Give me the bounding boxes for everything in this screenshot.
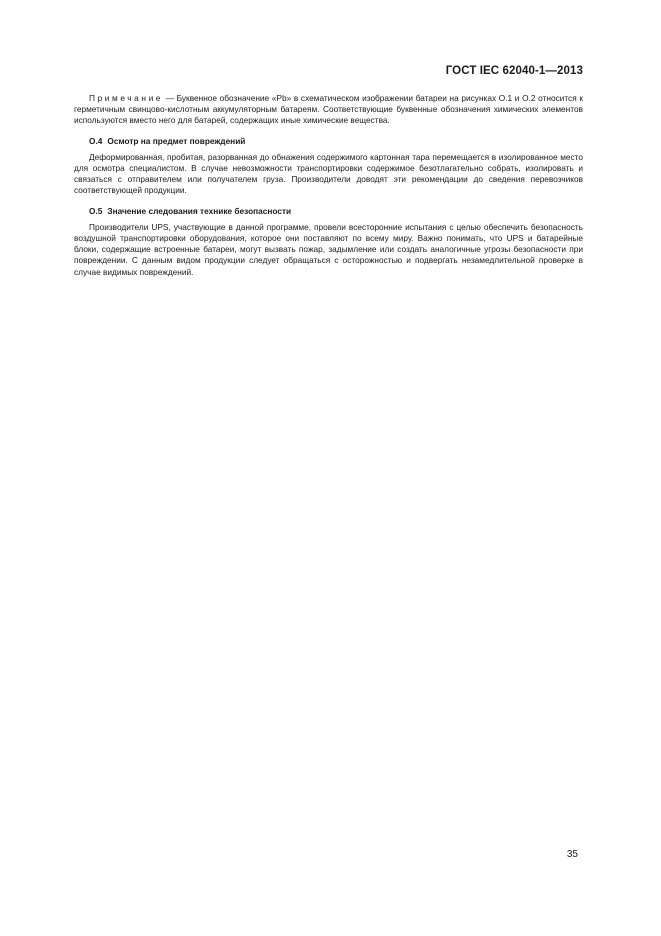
section-number: О.4: [89, 135, 103, 146]
section-title: Осмотр на предмет повреждений: [107, 135, 246, 146]
section-body: Деформированная, пробитая, разорванная до обнажения содержимого картонная тара перемещается в изолированное место для осмотра специалистом. В случае невозможности транспортировки содержимое безотлагательно собрать, изолировать и связаться с отправителем или получателем груза. Производители доводят эти рекомендации до сведения перевозчиков соответствующей продукции.: [74, 151, 583, 196]
standard-id-header: ГОСТ IEC 62040-1—2013: [445, 65, 583, 77]
section-title: Значение следования технике безопасности: [107, 205, 292, 216]
note-label: Примечание: [89, 93, 164, 103]
section-body: Производители UPS, участвующие в данной программе, провели всесторонние испытания с целью обеспечить безопасность воздушной транспортировки оборудования, которое они поставляют по всему миру. Важно понимать, что UPS и батарейные блоки, содержащие встроенные батареи, могут вызвать пожар, задымление или создать аналогичные угрозы безопасности при повреждении. С данным видом продукции следует обращаться с осторожностью и подвергать незамедлительной проверке в случае видимых повреждений.: [74, 221, 583, 277]
section-heading: [74, 206, 583, 217]
section-o4: [74, 136, 583, 197]
note-text: — Буквенное обозначение «Pb» в схематическом изображении батареи на рисунках О.1 и О.2 относится к герметичным свинцово-кислотным аккумуляторным батареям. Соответствующие буквенные обозначения химических элементов используются вместо него для батарей, содержащих иные химические вещества.: [74, 93, 583, 126]
page-number: 35: [566, 849, 578, 860]
note-paragraph: [74, 93, 583, 127]
section-number: О.5: [89, 205, 103, 216]
page-content: [74, 93, 583, 287]
section-heading: [74, 136, 583, 147]
section-o5: [74, 206, 583, 278]
